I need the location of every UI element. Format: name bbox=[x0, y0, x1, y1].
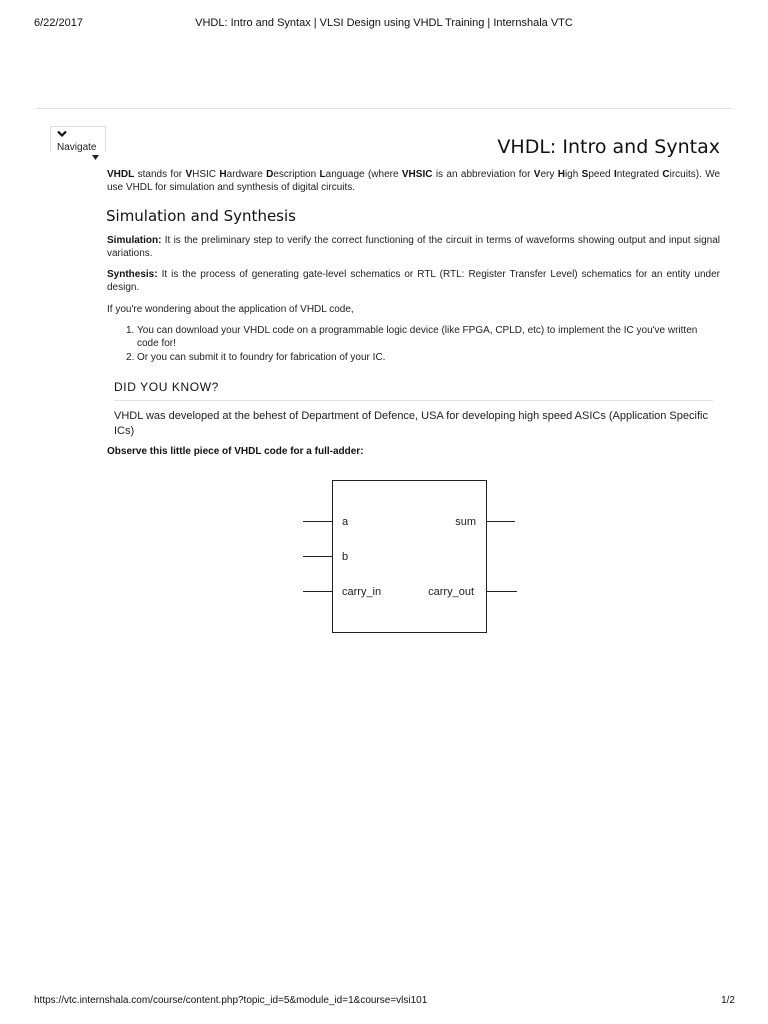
application-list bbox=[107, 324, 720, 364]
observe-caption: Observe this little piece of VHDL code for a full-adder: bbox=[107, 446, 364, 457]
did-you-know-text: VHDL was developed at the behest of Department of Defence, USA for developing high speed ASICs (Application Specific ICs) bbox=[114, 410, 708, 437]
synthesis-paragraph: Synthesis: It is the process of generating gate-level schematics or RTL (RTL: Register Transfer Level) schematics for an entity under design. bbox=[107, 269, 720, 293]
simulation-paragraph: Simulation: It is the preliminary step to verify the correct functioning of the circuit in terms of waveforms showing output and input signal variations. bbox=[107, 235, 720, 259]
navigate-label: Navigate bbox=[57, 142, 97, 153]
print-page-title: VHDL: Intro and Syntax | VLSI Design using VHDL Training | Internshala VTC bbox=[195, 17, 573, 29]
synthesis-label: Synthesis: bbox=[107, 269, 158, 280]
print-date: 6/22/2017 bbox=[34, 17, 83, 29]
list-item: 2. Or you can submit it to foundry for fabrication of your IC. bbox=[126, 352, 386, 363]
list-item: 1. You can download your VHDL code on a programmable logic device (like FPGA, CPLD, etc) to implement the IC you've written code for! bbox=[126, 325, 698, 349]
port-label-sum: sum bbox=[455, 516, 476, 528]
section-heading: Simulation and Synthesis bbox=[106, 207, 296, 225]
header-divider bbox=[37, 108, 732, 109]
entity-box bbox=[333, 481, 487, 633]
port-label-a: a bbox=[342, 516, 349, 528]
caret-down-icon[interactable] bbox=[92, 155, 99, 160]
simulation-label: Simulation: bbox=[107, 235, 162, 246]
full-adder-diagram bbox=[300, 478, 520, 638]
port-label-carry-out: carry_out bbox=[428, 586, 474, 598]
page-title: VHDL: Intro and Syntax bbox=[497, 136, 720, 158]
print-url: https://vtc.internshala.com/course/content.php?topic_id=5&module_id=1&course=vlsi101 bbox=[34, 995, 428, 1006]
intro-paragraph: VHDL stands for VHSIC Hardware Description Language (where VHSIC is an abbreviation for Very High Speed Integrated Circuits). We use VHDL for simulation and synthesis of digital circuits. bbox=[107, 169, 721, 193]
did-you-know-divider bbox=[114, 400, 713, 401]
did-you-know-title: DID YOU KNOW? bbox=[114, 380, 219, 394]
wondering-paragraph: If you're wondering about the application of VHDL code, bbox=[107, 304, 354, 315]
port-label-b: b bbox=[342, 551, 349, 563]
port-label-carry-in: carry_in bbox=[342, 586, 382, 598]
navigate-button[interactable] bbox=[50, 126, 106, 151]
chevron-down-icon bbox=[57, 130, 67, 138]
print-page-number: 1/2 bbox=[721, 995, 735, 1006]
